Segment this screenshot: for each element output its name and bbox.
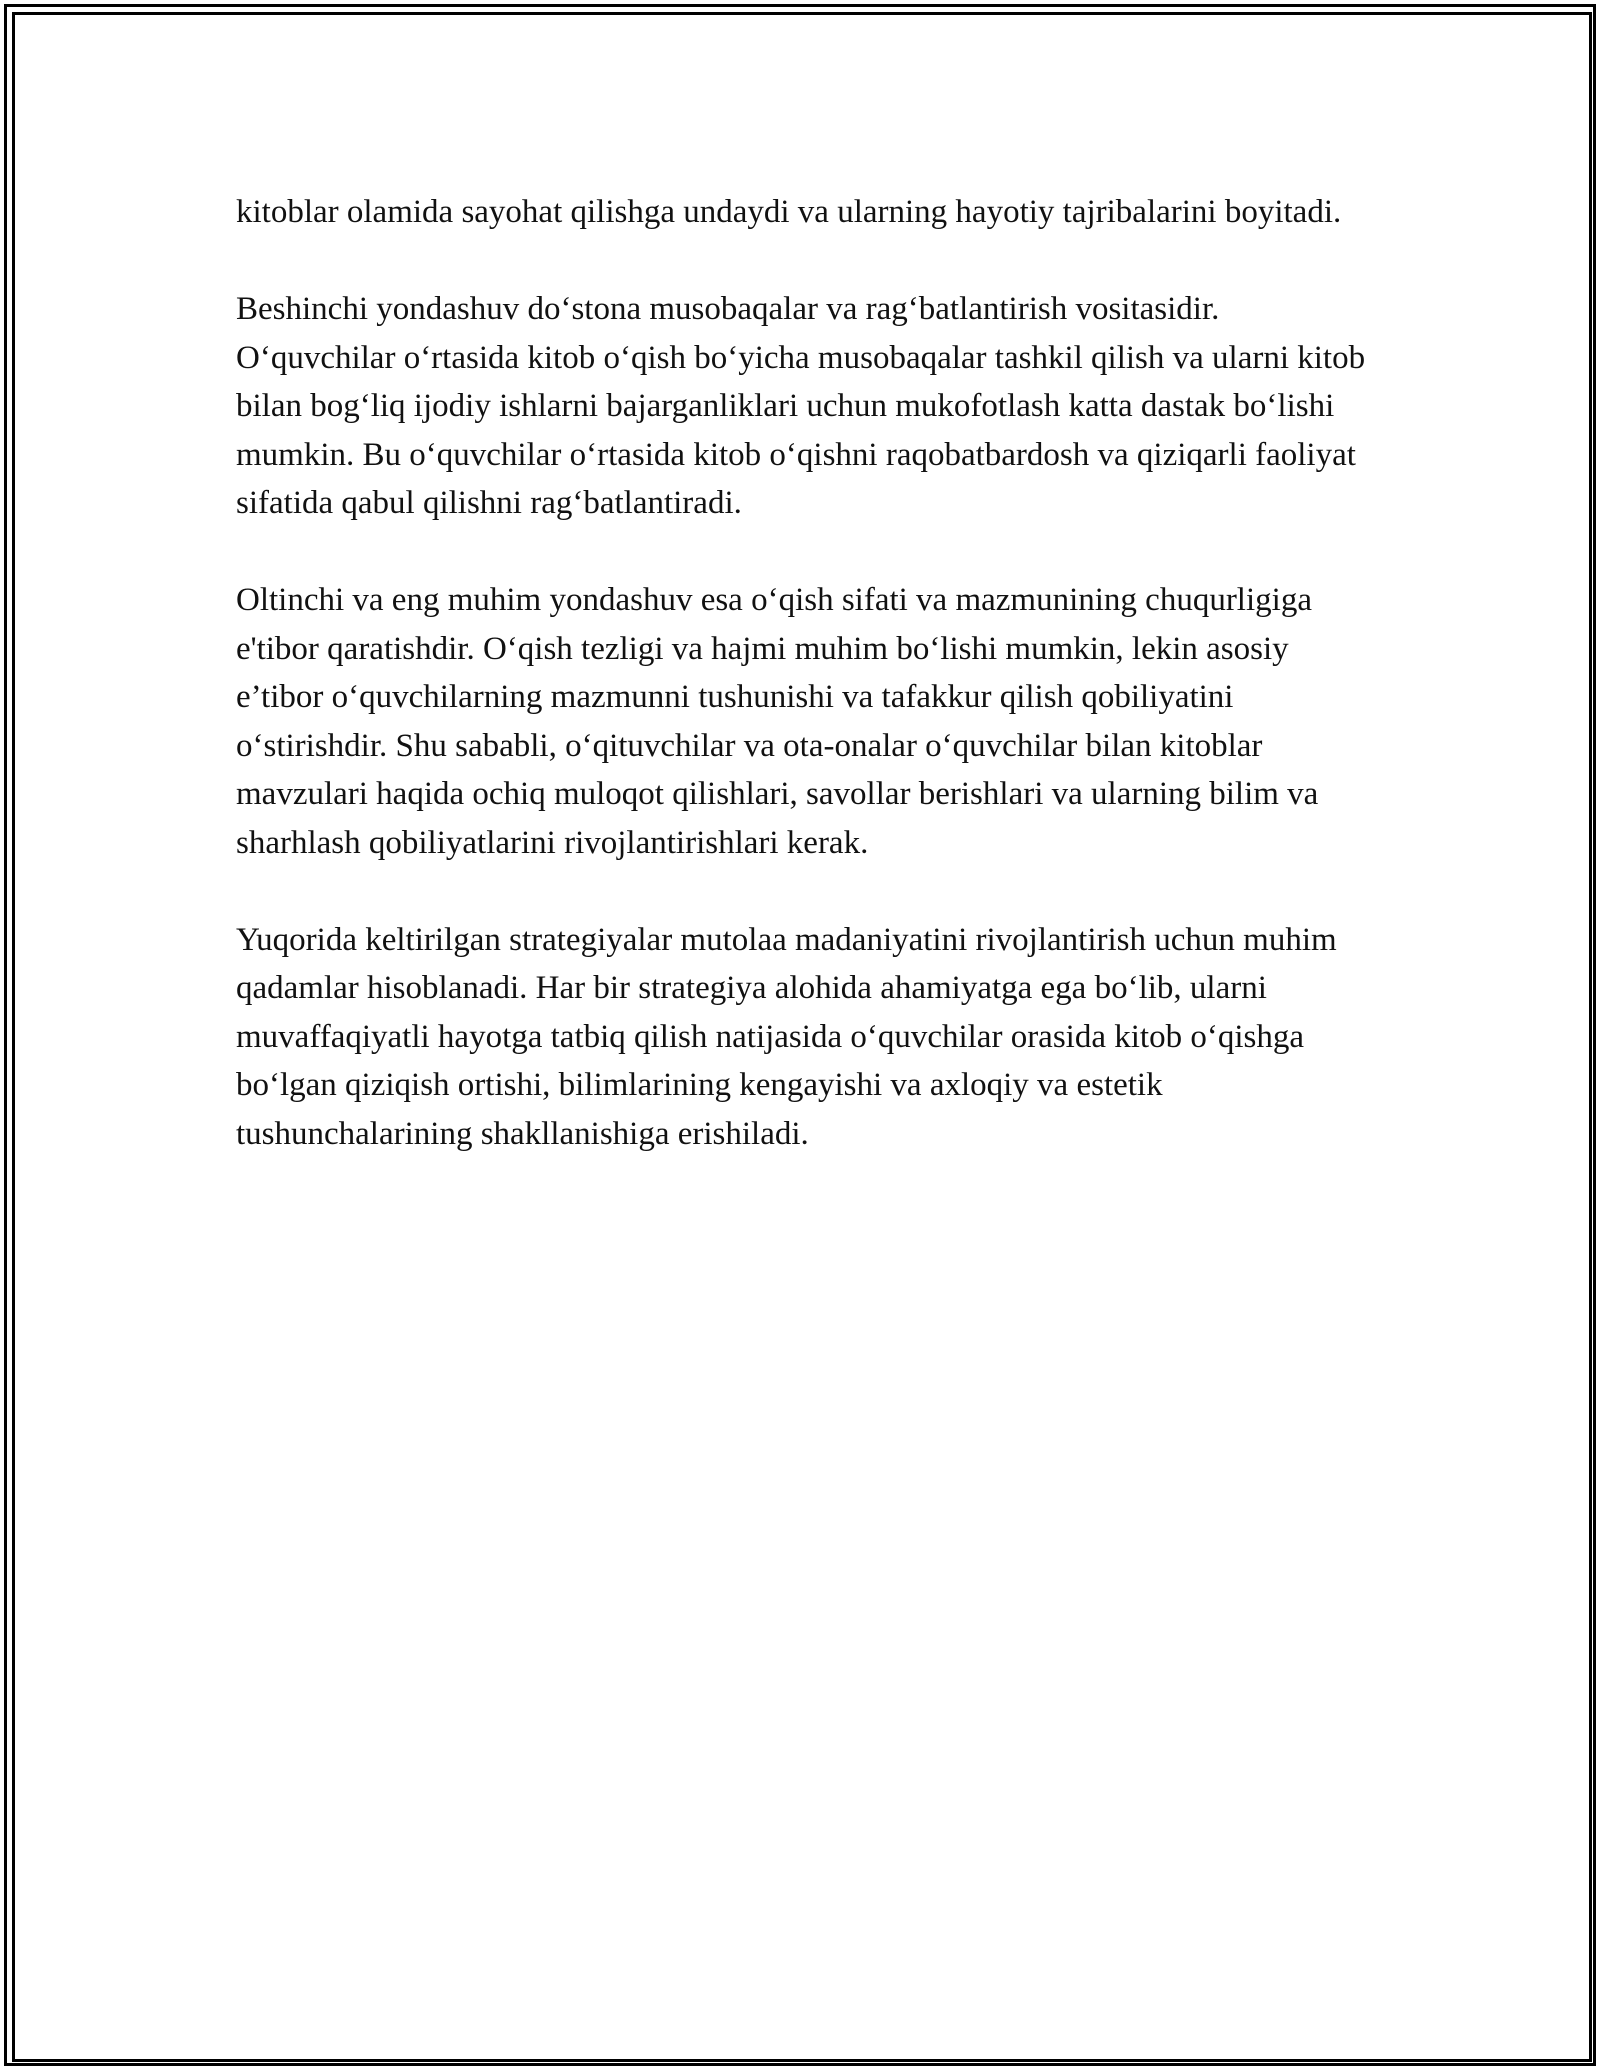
- paragraph-fifth-approach: Beshinchi yondashuv do‘stona musobaqalar va rag‘batlantirish vositasidir. O‘quvchilar o‘rtasida kitob o‘qish bo‘yicha musobaqalar tashkil qilish va ularni kitob bilan bog‘liq ijodiy ishlarni bajarganliklari uchun mukofotlash katta dastak bo‘lishi mumkin. Bu o‘quvchilar o‘rtasida kitob o‘qishni raqobatbardosh va qiziqarli faoliyat sifatida qabul qilishni rag‘batlantiradi.: [236, 291, 1366, 521]
- document-body: [236, 188, 1366, 1158]
- paragraph-continuation: kitoblar olamida sayohat qilishga undaydi va ularning hayotiy tajribalarini boyitadi.: [236, 194, 1342, 230]
- paragraph-conclusion: Yuqorida keltirilgan strategiyalar mutolaa madaniyatini rivojlantirish uchun muhim qadamlar hisoblanadi. Har bir strategiya alohida ahamiyatga ega bo‘lib, ularni muvaffaqiyatli hayotga tatbiq qilish natijasida o‘quvchilar orasida kitob o‘qishga bo‘lgan qiziqish ortishi, bilimlarining kengayishi va axloqiy va estetik tushunchalarining shakllanishiga erishiladi.: [236, 921, 1337, 1152]
- paragraph-sixth-approach: Oltinchi va eng muhim yondashuv esa o‘qish sifati va mazmunining chuqurligiga e'tibor qaratishdir. O‘qish tezligi va hajmi muhim bo‘lishi mumkin, lekin asosiy e’tibor o‘quvchilarning mazmunni tushunishi va tafakkur qilish qobiliyatini o‘stirishdir. Shu sababli, o‘qituvchilar va ota-onalar o‘quvchilar bilan kitoblar mavzulari haqida ochiq muloqot qilishlari, savollar berishlari va ularning bilim va sharhlash qobiliyatlarini rivojlantirishlari kerak.: [236, 582, 1319, 861]
